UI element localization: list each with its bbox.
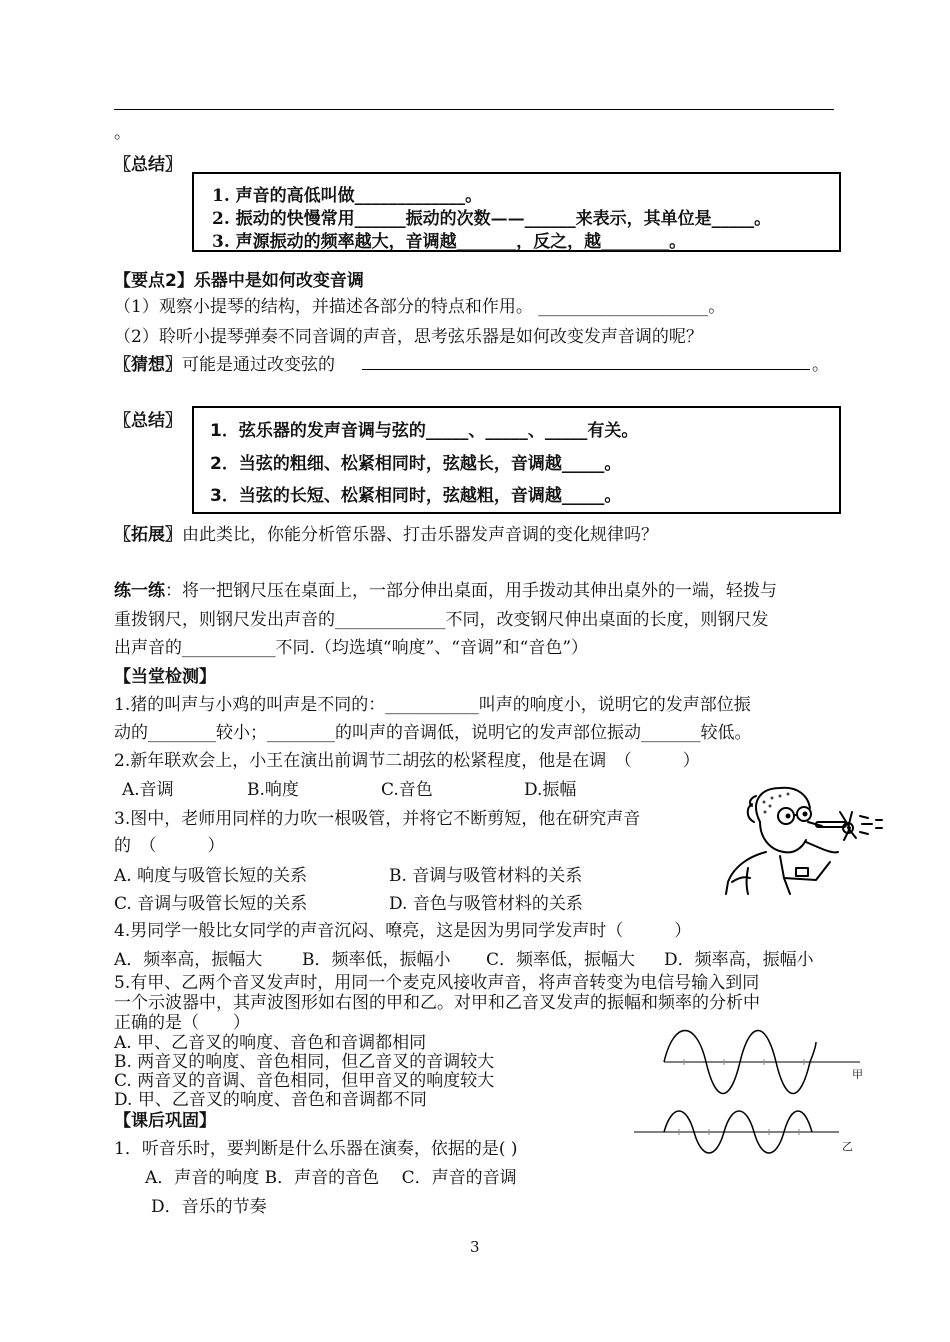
test-q3-opt-b: B. 音调与吸管材料的关系 xyxy=(389,866,583,886)
homework-q1: 1．听音乐时，要判断是什么乐器在演奏，依据的是( ) xyxy=(114,1139,518,1159)
test-q3-opt-d: D. 音色与吸管材料的关系 xyxy=(389,894,583,914)
extend-text: 由此类比，你能分析管乐器、打击乐器发声音调的变化规律吗？ xyxy=(182,525,658,545)
test-q1-line1: 1.猪的叫声与小鸡的叫声是不同的：___________叫声的响度小，说明它的发声部位振 xyxy=(114,695,751,715)
test-q2-opt-a: A.音调 xyxy=(122,780,174,800)
extend-row xyxy=(114,520,658,545)
point2-q1: （1）观察小提琴的结构，并描述各部分的特点和作用。 ____________________。 xyxy=(114,297,726,317)
homework-q1-options-line2: D．音乐的节奏 xyxy=(151,1197,267,1217)
test-q4-opt-a: A．频率高，振幅大 xyxy=(114,950,263,970)
oscilloscope-waveforms xyxy=(634,1022,874,1160)
point2-q2: （2）聆听小提琴弹奏不同音调的声音，思考弦乐器是如何改变发声音调的呢？ xyxy=(114,327,703,347)
summary2-line3: 3．当弦的长短、松紧相同时，弦越粗，音调越_____。 xyxy=(210,486,622,506)
summary2-line1: 1．弦乐器的发声音调与弦的_____、_____、_____有关。 xyxy=(210,421,639,441)
wave-label-yi: 乙 xyxy=(842,1140,853,1153)
test-q3-line2: 的 （ ） xyxy=(114,836,225,856)
test-q5-opt-a: A. 甲、乙音叉的响度、音色和音调都相同 xyxy=(114,1033,427,1053)
guess-blank xyxy=(362,369,810,370)
test-q3-line1: 3.图中，老师用同样的力吹一根吸管，并将它不断剪短，他在研究声音 xyxy=(114,809,641,829)
extend-tag: 〖拓展〗 xyxy=(114,525,182,545)
point2-heading: 【要点2】乐器中是如何改变音调 xyxy=(114,271,364,291)
test-q3-opt-a: A. 响度与吸管长短的关系 xyxy=(114,866,308,886)
test-q5-opt-d: D. 甲、乙音叉的响度、音色和音调都不同 xyxy=(114,1090,427,1110)
wave-label-jia: 甲 xyxy=(852,1068,863,1081)
test-q2-opt-d: D.振幅 xyxy=(524,780,577,800)
summary2-tag: 〖总结〗 xyxy=(114,411,182,431)
summary1-line1: 1. 声音的高低叫做_____________。 xyxy=(212,186,483,206)
top-tail-mark: 。 xyxy=(114,123,131,143)
teacher-blowing-straw-illustration xyxy=(720,782,890,897)
summary1-line2: 2. 振动的快慢常用______振动的次数——______来表示，其单位是_____。 xyxy=(212,209,772,229)
summary1-tag: 〖总结〗 xyxy=(114,155,182,175)
practice-line1: 练一练：将一把钢尺压在桌面上，一部分伸出桌面，用手拨动其伸出桌外的一端，轻拨与 xyxy=(114,581,777,601)
guess-row xyxy=(114,350,335,375)
practice-line2: 重拨钢尺，则钢尺发出声音的_____________不同，改变钢尺伸出桌面的长度，则钢尺发 xyxy=(114,610,769,630)
test-q4: 4.男同学一般比女同学的声音沉闷、嘹亮，这是因为男同学发声时（ ） xyxy=(114,921,692,941)
top-rule xyxy=(114,109,834,110)
test-q5-line2: 一个示波器中，其声波图形如右图的甲和乙。对甲和乙音叉发声的振幅和频率的分析中 xyxy=(114,993,760,1013)
test-q3-opt-c: C. 音调与吸管长短的关系 xyxy=(114,894,308,914)
summary2-line2: 2．当弦的粗细、松紧相同时，弦越长，音调越_____。 xyxy=(210,454,622,474)
test-q2-opt-c: C.音色 xyxy=(381,780,433,800)
guess-tag: 〖猜想〗 xyxy=(114,355,182,375)
test-q1-line2: 动的________较小；________的叫声的音调低，说明它的发声部位振动_______较低。 xyxy=(114,723,752,743)
guess-end: 。 xyxy=(812,355,829,375)
test-q2: 2.新年联欢会上，小王在演出前调节二胡弦的松紧程度，他是在调 （ ） xyxy=(114,751,700,771)
practice-line3: 出声音的___________不同.（均选填“响度”、“音调”和“音色”） xyxy=(114,638,589,658)
test-q5-opt-b: B. 两音叉的响度、音色相同，但乙音叉的音调较大 xyxy=(114,1052,495,1072)
guess-text: 可能是通过改变弦的 xyxy=(182,355,335,375)
practice-label: 练一练 xyxy=(114,581,165,601)
homework-q1-options-line1: A．声音的响度 B．声音的音色 C．声音的音调 xyxy=(145,1168,517,1188)
summary1-line3: 3. 声源振动的频率越大，音调越_______，反之，越________。 xyxy=(212,232,687,252)
test-q5-line3: 正确的是（ ） xyxy=(114,1013,250,1033)
test-q5-line1: 5.有甲、乙两个音叉发声时，用同一个麦克风接收声音，将声音转变为电信号输入到同 xyxy=(114,973,760,993)
page-number: 3 xyxy=(470,1238,480,1256)
test-heading: 【当堂检测】 xyxy=(114,667,216,687)
homework-heading: 【课后巩固】 xyxy=(114,1111,216,1131)
test-q2-opt-b: B.响度 xyxy=(247,780,299,800)
test-q4-opt-c: C．频率低，振幅大 xyxy=(486,950,636,970)
test-q4-opt-b: B．频率低，振幅小 xyxy=(302,950,451,970)
test-q4-opt-d: D．频率高，振幅小 xyxy=(664,950,814,970)
test-q5-opt-c: C. 两音叉的音调、音色相同，但甲音叉的响度较大 xyxy=(114,1071,495,1091)
